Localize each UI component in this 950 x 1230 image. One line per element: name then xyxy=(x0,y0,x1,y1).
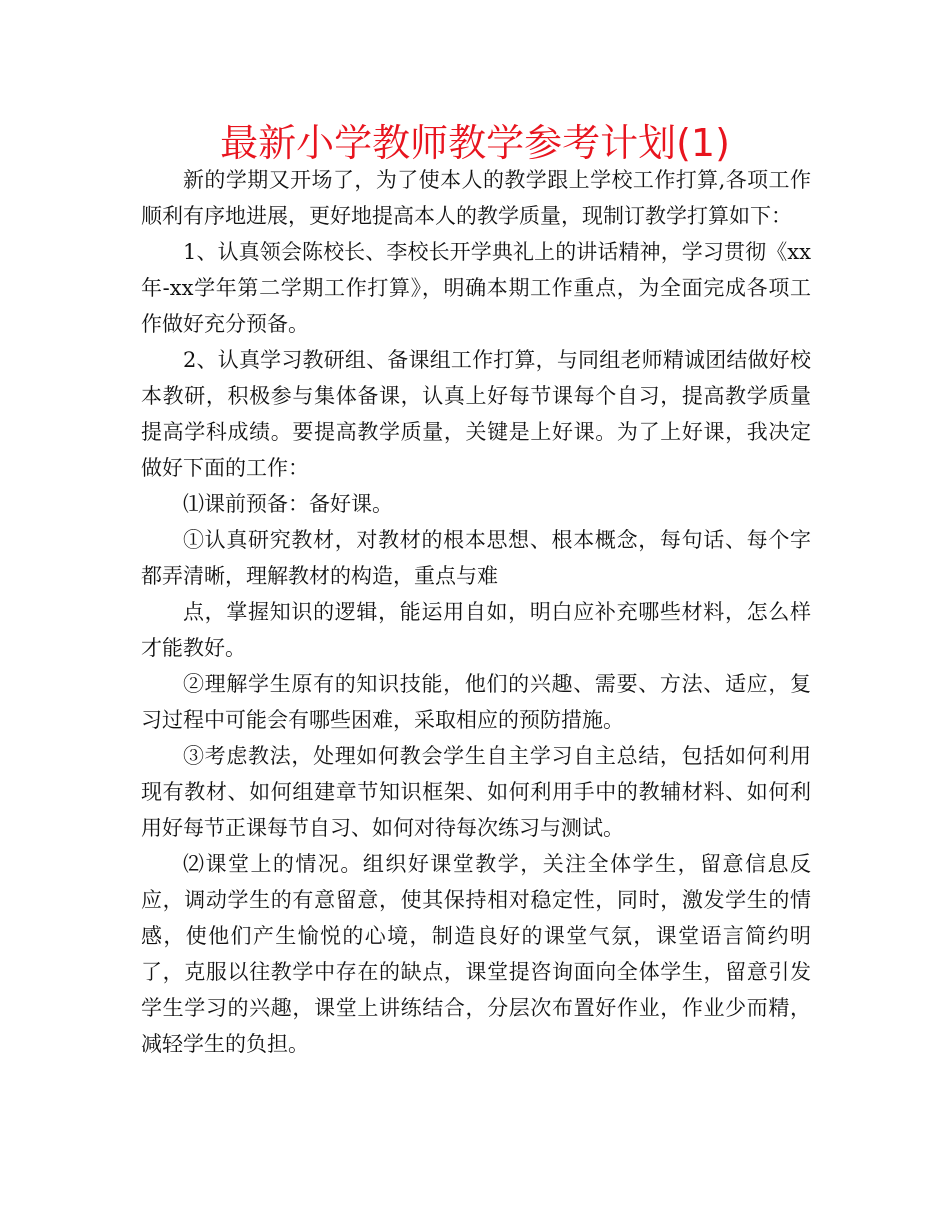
document-title: 最新小学教师教学参考计划(1) xyxy=(220,121,730,165)
paragraph-sub-1: ⑴课前预备：备好课。 xyxy=(183,492,393,516)
paragraph-intro: 新的学期又开场了，为了使本人的教学跟上学校工作打算,各项工作顺利有序地进展，更好地提高本人的教学质量，现制订教学打算如下： xyxy=(141,168,811,228)
paragraph-sub-2: ⑵课堂上的情况。组织好课堂教学，关注全体学生，留意信息反应，调动学生的有意留意，使其保持相对稳定性，同时，激发学生的情感，使他们产生愉悦的心境，制造良好的课堂气氛，课堂语言简约明了，克服以往教学中存在的缺点，课堂提咨询面向全体学生，留意引发学生学习的兴趣，课堂上讲练结合，分层次布置好作业，作业少而精，减轻学生的负担。 xyxy=(141,852,811,1056)
paragraph-item-2: 2、认真学习教研组、备课组工作打算，与同组老师精诚团结做好校本教研，积极参与集体备课，认真上好每节课每个自习，提高教学质量提高学科成绩。要提高教学质量，关键是上好课。为了上好课，我决定做好下面的工作： xyxy=(141,348,811,480)
document-body xyxy=(141,162,811,1062)
paragraph-point-1-continued: 点，掌握知识的逻辑，能运用自如，明白应补充哪些材料，怎么样才能教好。 xyxy=(141,600,811,660)
paragraph-point-1: ①认真研究教材，对教材的根本思想、根本概念，每句话、每个字都弄清晰，理解教材的构造，重点与难 xyxy=(141,528,811,588)
paragraph-item-1: 1、认真领会陈校长、李校长开学典礼上的讲话精神，学习贯彻《xx年-xx学年第二学期工作打算》，明确本期工作重点，为全面完成各项工作做好充分预备。 xyxy=(141,240,811,336)
paragraph-point-3: ③考虑教法，处理如何教会学生自主学习自主总结，包括如何利用现有教材、如何组建章节知识框架、如何利用手中的教辅材料、如何利用好每节正课每节自习、如何对待每次练习与测试。 xyxy=(141,744,811,840)
paragraph-point-2: ②理解学生原有的知识技能，他们的兴趣、需要、方法、适应，复习过程中可能会有哪些困难，采取相应的预防措施。 xyxy=(141,672,811,732)
